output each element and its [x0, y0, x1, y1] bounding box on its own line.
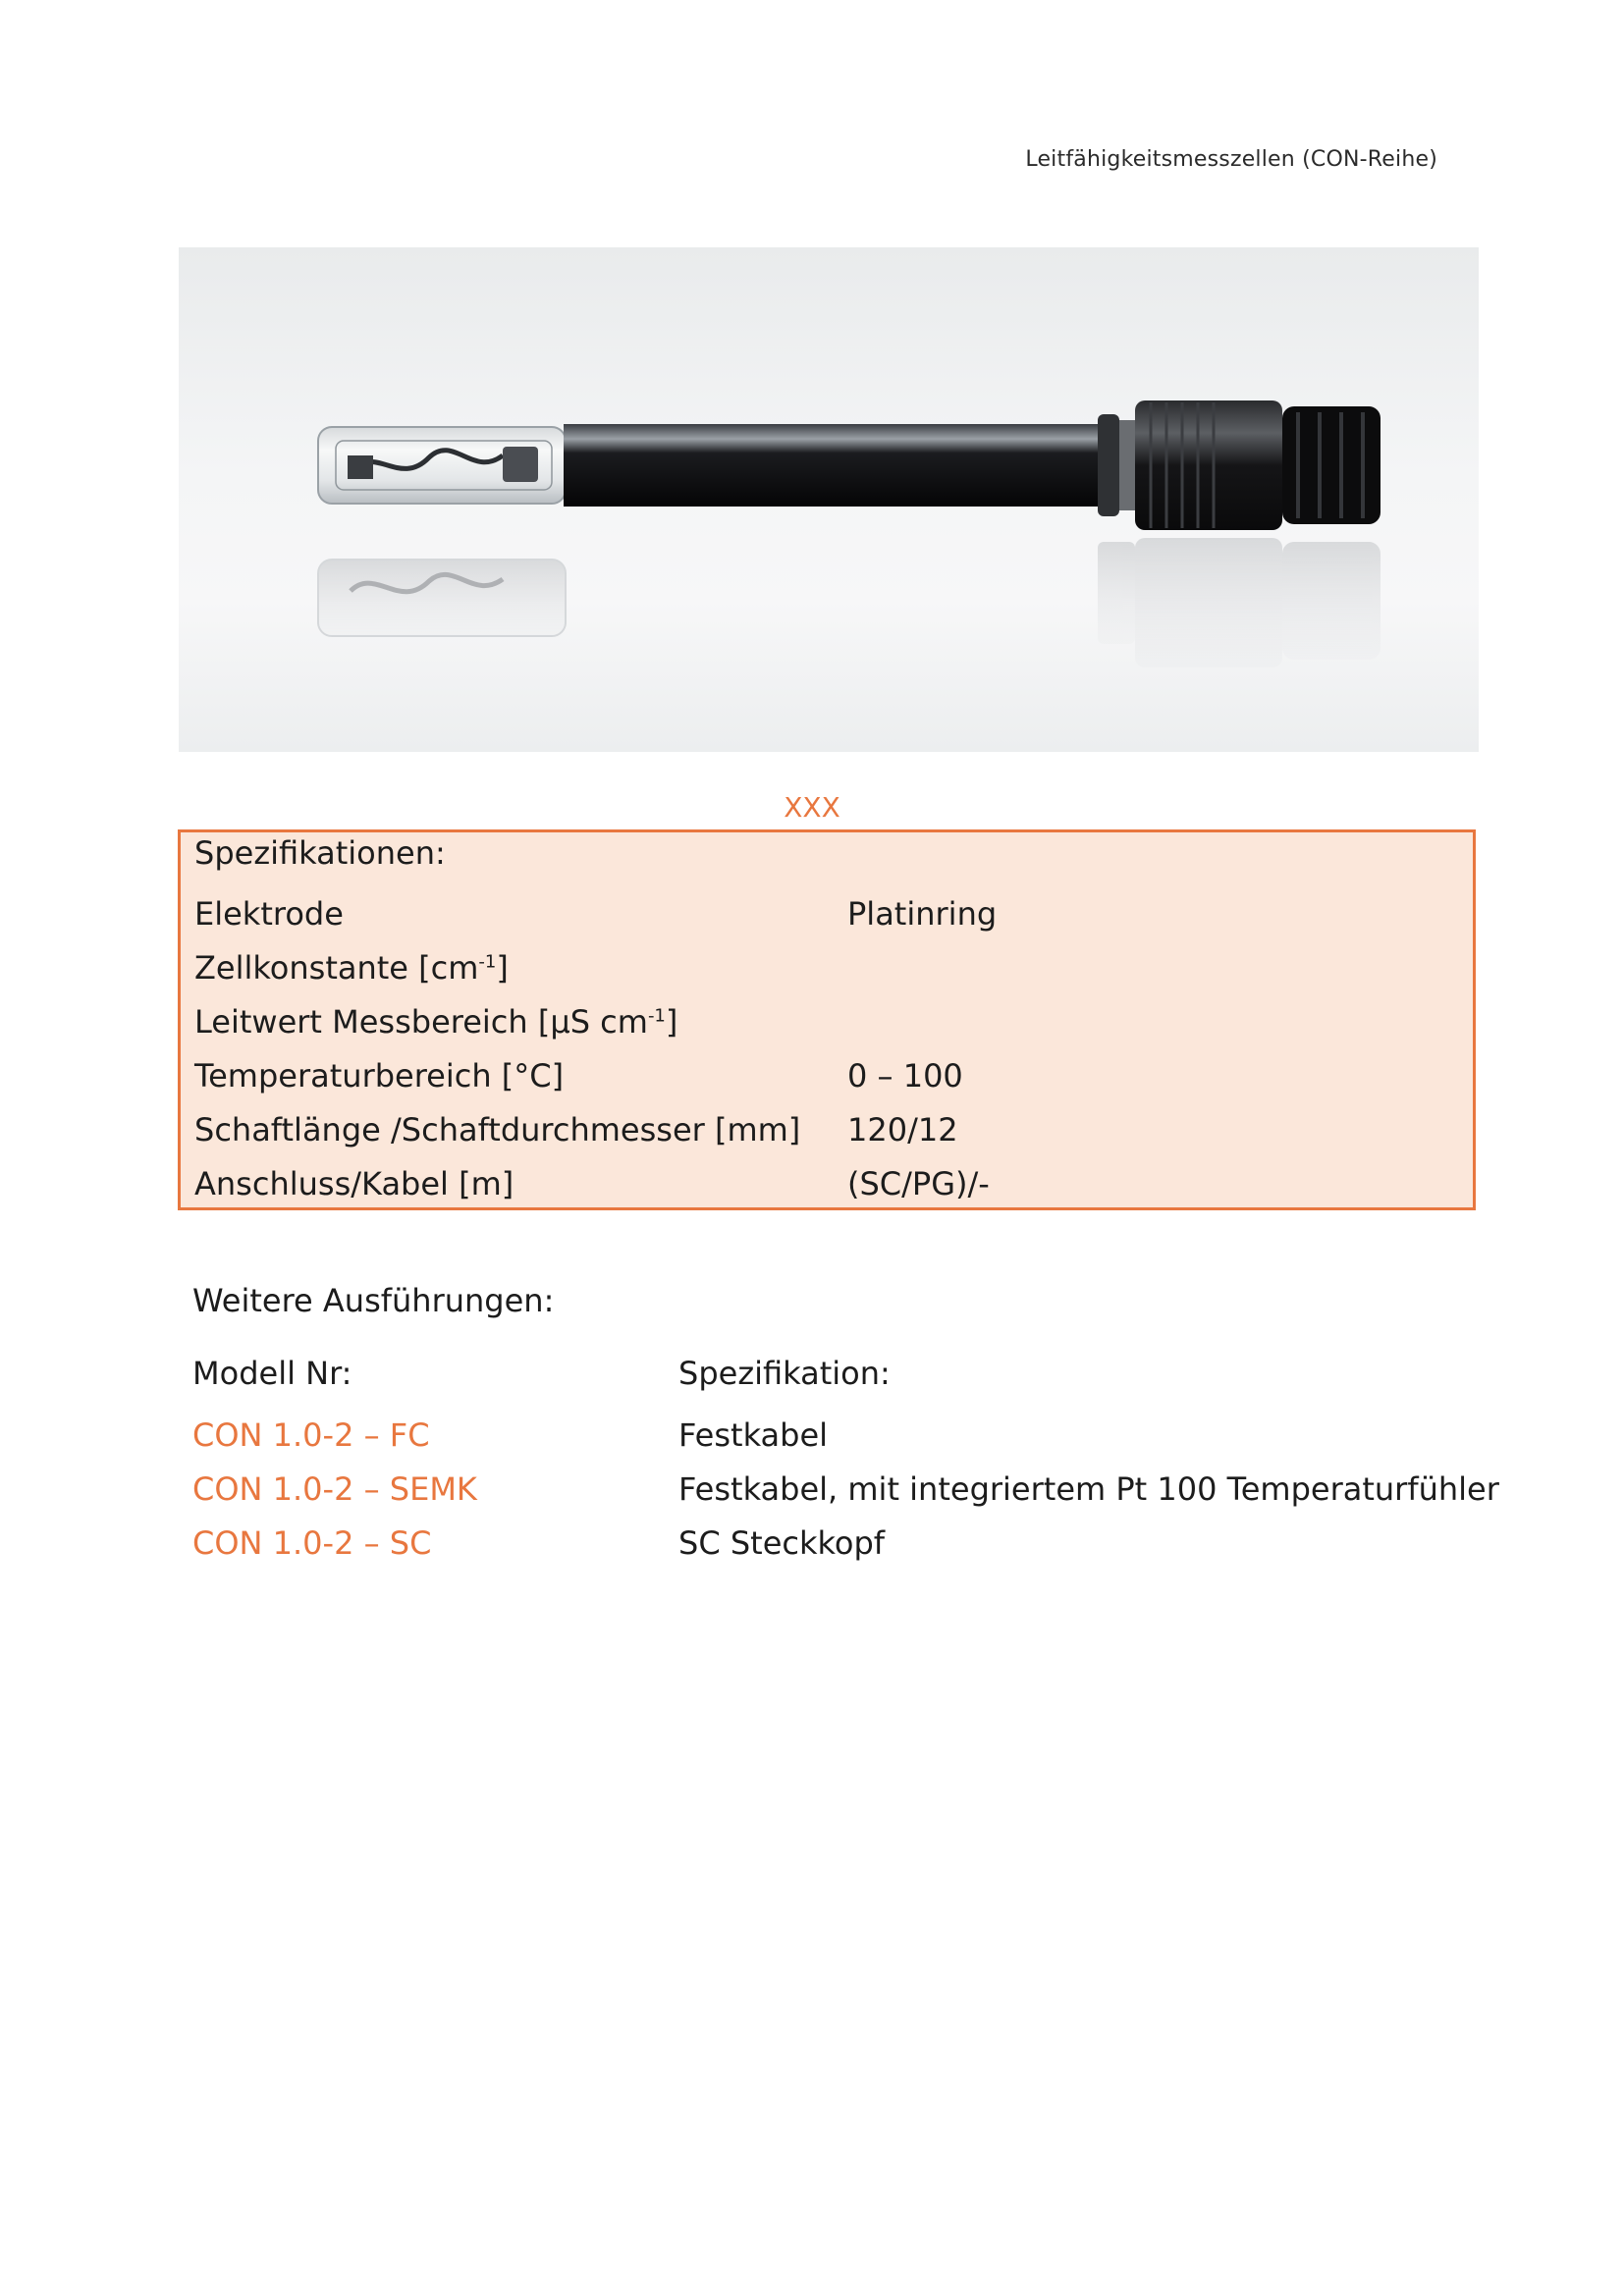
spec-label: Anschluss/Kabel [m]	[194, 1165, 514, 1202]
model-specification: SC Steckkopf	[678, 1524, 886, 1562]
model-specification: Festkabel, mit integriertem Pt 100 Temperaturfühler	[678, 1470, 1499, 1508]
model-specification: Festkabel	[678, 1416, 829, 1454]
spec-row-electrode	[194, 895, 1461, 942]
spec-value: Platinring	[847, 895, 998, 933]
spec-label: Leitwert Messbereich [µS $cm^{-1}$]	[194, 1003, 678, 1041]
spec-value: 0 – 100	[847, 1057, 963, 1095]
spec-label: Elektrode	[194, 895, 344, 933]
spec-row-temperature-range	[194, 1057, 1461, 1104]
spec-row-connection-cable	[194, 1165, 1461, 1212]
model-number-header: Modell Nr:	[192, 1355, 352, 1392]
page-header-title: Leitfähigkeitsmesszellen (CON-Reihe)	[1025, 147, 1437, 172]
spec-label: Temperaturbereich [°C]	[194, 1057, 565, 1095]
model-row	[192, 1524, 1469, 1570]
spec-row-shaft-dimensions	[194, 1111, 1461, 1158]
spec-value: (SC/PG)/-	[847, 1165, 990, 1202]
further-versions-title: Weitere Ausführungen:	[192, 1282, 555, 1319]
model-row	[192, 1470, 1499, 1516]
spec-label: Zellkonstante $[cm^{-1}]$	[194, 949, 509, 987]
spec-value: 120/12	[847, 1111, 958, 1148]
specifications-box	[178, 829, 1476, 1210]
model-row	[192, 1416, 1469, 1462]
spec-row-conductance-range	[194, 1003, 1461, 1050]
image-caption: XXX	[784, 791, 840, 824]
spec-row-cell-constant	[194, 949, 1461, 996]
conductivity-probe-illustration	[179, 247, 1479, 752]
model-number: CON 1.0-2 – SC	[192, 1524, 432, 1562]
specification-header: Spezifikation:	[678, 1355, 891, 1392]
model-number: CON 1.0-2 – FC	[192, 1416, 430, 1454]
product-photo	[179, 247, 1479, 752]
spec-label: Schaftlänge /Schaftdurchmesser [mm]	[194, 1111, 801, 1148]
model-number: CON 1.0-2 – SEMK	[192, 1470, 477, 1508]
specifications-title: Spezifikationen:	[194, 834, 446, 872]
